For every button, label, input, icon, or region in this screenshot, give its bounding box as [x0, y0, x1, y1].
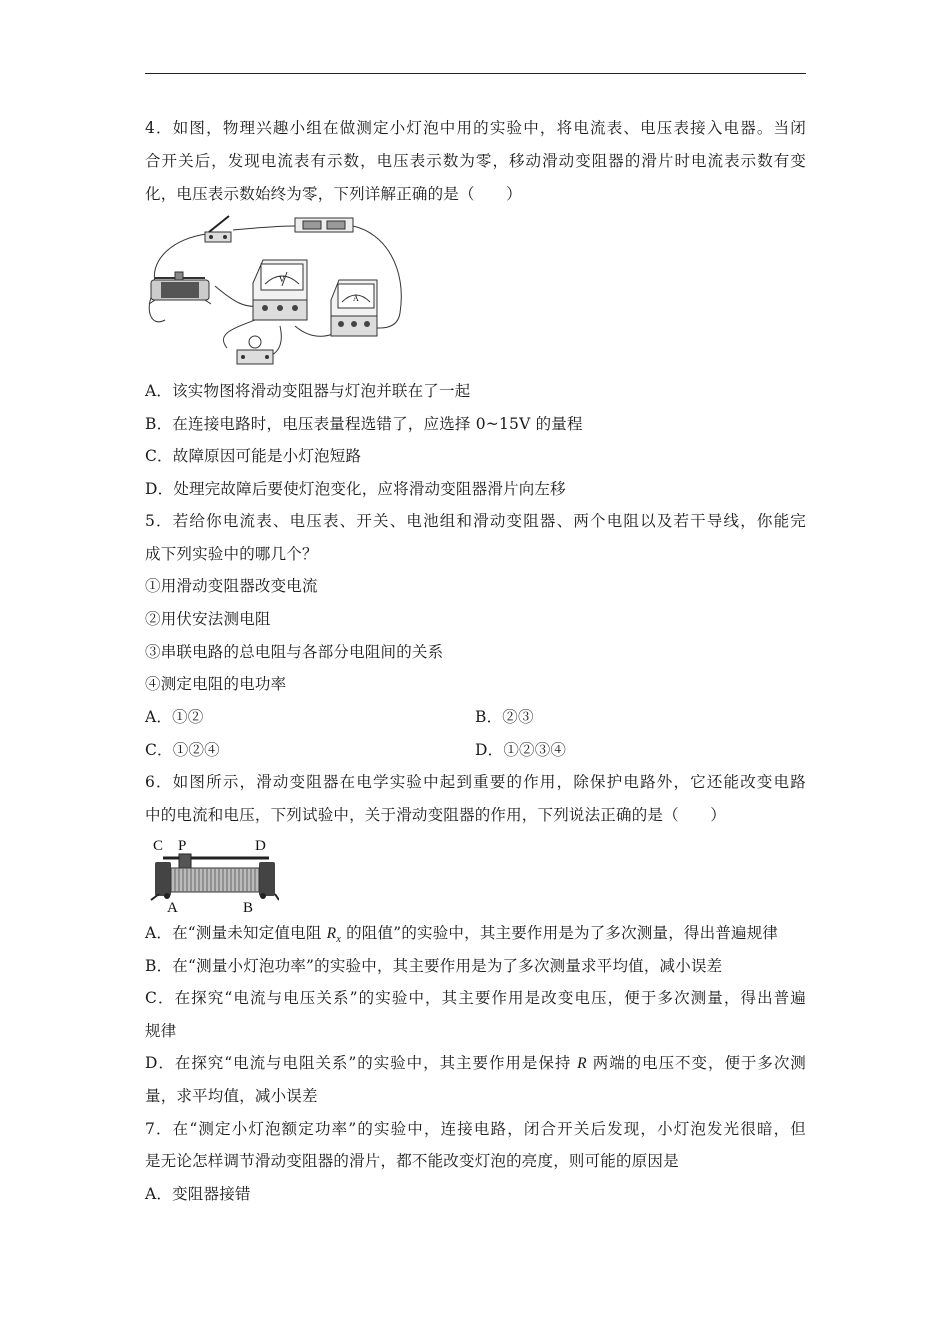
q6-option-a: A．在“测量未知定值电阻 $R_x$ 的阻值”的实验中，其主要作用是为了多次测量，得出普遍规律 [145, 924, 779, 946]
q6-option-d-line1: D．在探究“电流与电阻关系”的实验中，其主要作用是保持 R 两端的电压不变，便于多次测 [145, 1054, 806, 1072]
bulb-icon [237, 336, 273, 364]
q7-option-a: A．变阻器接错 [145, 1185, 251, 1203]
q5-option-a: A．①② [145, 708, 204, 726]
rheostat-icon [149, 272, 211, 304]
svg-text:V: V [279, 275, 285, 284]
q5-stem-line2: 成下列实验中的哪几个？ [145, 545, 318, 563]
q5-item-4: ④测定电阻的电功率 [145, 675, 287, 693]
q6-stem-line1: 6．如图所示，滑动变阻器在电学实验中起到重要的作用，除保护电路外，它还能改变电路 [145, 773, 806, 791]
q4-option-c: C．故障原因可能是小灯泡短路 [145, 447, 362, 465]
q6-rheostat-figure [147, 834, 279, 914]
voltmeter-icon [253, 260, 307, 320]
switch-icon [205, 216, 231, 242]
q5-option-d: D．①②③④ [475, 741, 567, 759]
q4-stem-line3: 化，电压表示数始终为零，下列详解正确的是（ ） [145, 185, 522, 203]
q7-stem-line1: 7．在“测定小灯泡额定功率”的实验中，连接电路，闭合开关后发现，小灯泡发光很暗，但 [145, 1120, 806, 1138]
battery-icon [295, 218, 353, 232]
figure-label-d: D [255, 838, 266, 854]
q4-option-a: A．该实物图将滑动变阻器与灯泡并联在了一起 [145, 382, 471, 400]
q4-option-b: B．在连接电路时，电压表量程选错了，应选择 0~15V 的量程 [145, 415, 583, 433]
q4-circuit-figure [145, 208, 410, 370]
q5-option-c: C．①②④ [145, 741, 220, 759]
figure-label-c: C [153, 838, 164, 854]
q5-item-1: ①用滑动变阻器改变电流 [145, 577, 318, 595]
ammeter-icon [331, 280, 377, 336]
q5-option-b: B．②③ [475, 708, 534, 726]
q6-option-c-line1: C．在探究“电流与电压关系”的实验中，其主要作用是改变电压，便于多次测量，得出普遍 [145, 989, 806, 1007]
q4-stem-line2: 合开关后，发现电流表有示数，电压表示数为零，移动滑动变阻器的滑片时电流表示数有变 [145, 152, 806, 170]
q6-stem-line2: 中的电流和电压，下列试验中，关于滑动变阻器的作用，下列说法正确的是（ ） [145, 806, 726, 824]
figure-label-b: B [243, 900, 254, 914]
q5-stem-line1: 5．若给你电流表、电压表、开关、电池组和滑动变阻器、两个电阻以及若干导线，你能完 [145, 512, 806, 530]
figure-label-a: A [167, 900, 178, 914]
svg-text:A: A [353, 294, 359, 303]
figure-label-p: P [178, 838, 187, 854]
q4-stem-line1: 4．如图，物理兴趣小组在做测定小灯泡中用的实验中，将电流表、电压表接入电器。当闭 [145, 119, 806, 137]
slide-rheostat-icon [151, 854, 279, 900]
q7-stem-line2: 是无论怎样调节滑动变阻器的滑片，都不能改变灯泡的亮度，则可能的原因是 [145, 1152, 679, 1170]
q6-option-b: B．在“测量小灯泡功率”的实验中，其主要作用是为了多次测量求平均值，减小误差 [145, 957, 723, 975]
q4-option-d: D．处理完故障后要使灯泡变化，应将滑动变阻器滑片向左移 [145, 480, 566, 498]
q6-option-d-line2: 量，求平均值，减小误差 [145, 1087, 318, 1105]
header-rule [145, 73, 806, 74]
q5-item-3: ③串联电路的总电阻与各部分电阻间的关系 [145, 643, 444, 661]
q5-item-2: ②用伏安法测电阻 [145, 610, 271, 628]
q6-option-c-line2: 规律 [145, 1022, 177, 1040]
